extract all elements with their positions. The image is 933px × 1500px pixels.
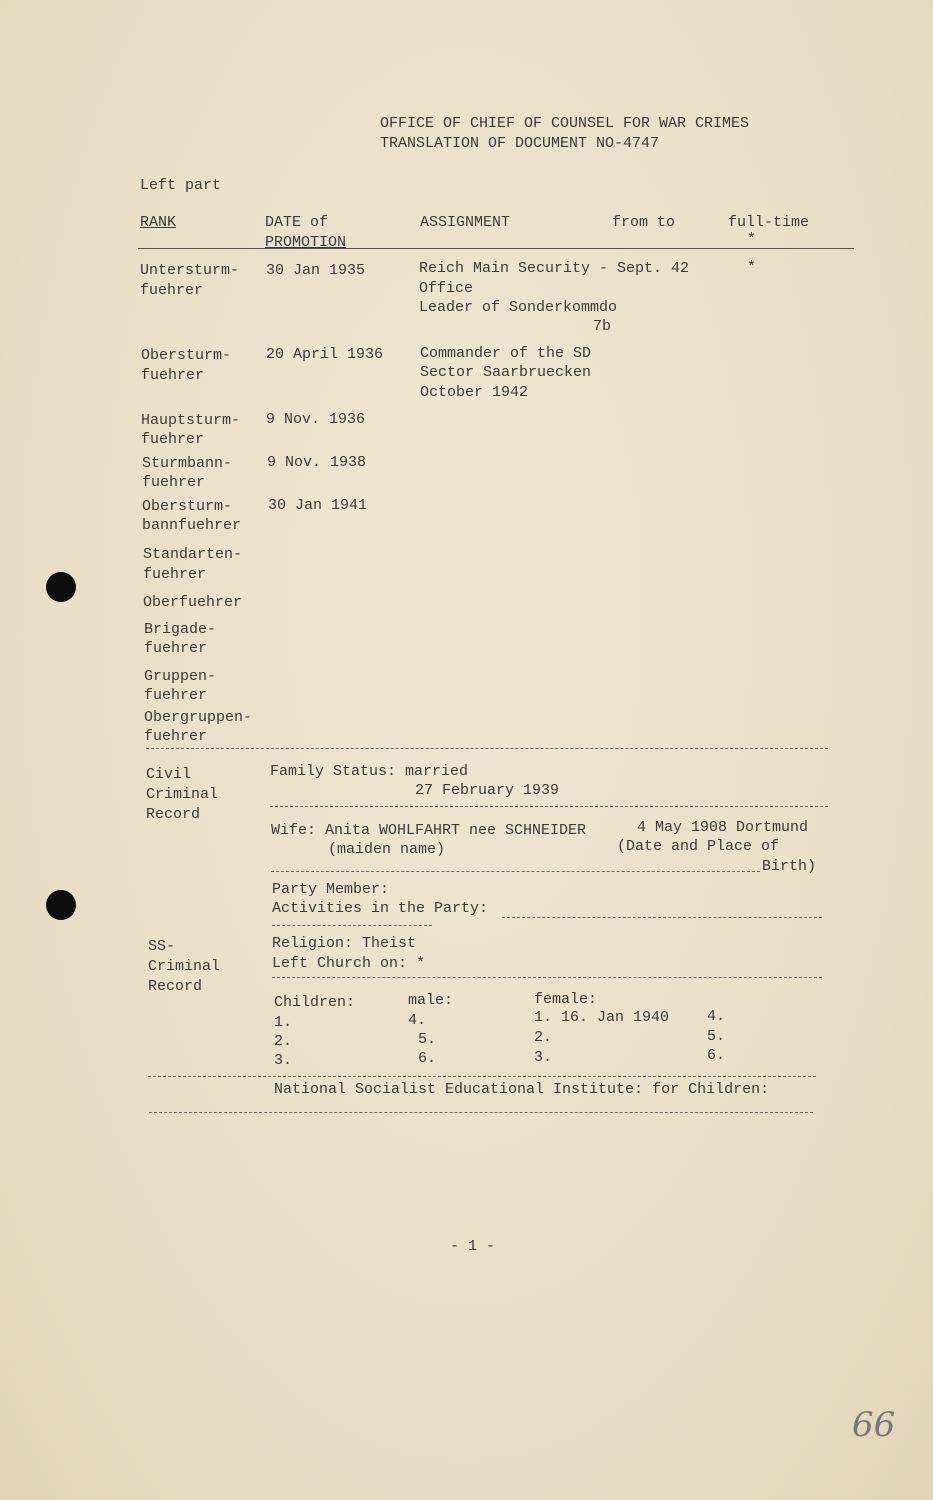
ss-label: Record [148,978,203,995]
rank-name: fuehrer [141,367,205,384]
header-rule [138,248,854,249]
ss-label: SS- [148,938,176,955]
rank-name: fuehrer [142,474,206,491]
divider-line [502,917,822,918]
divider-line [149,1112,813,1113]
divider-line [271,871,760,872]
rank-name: fuehrer [141,431,205,448]
rank-name: Obersturm- [141,347,232,364]
ss-label: Criminal [148,958,221,975]
fulltime-mark: * [747,259,757,276]
child-male-entry: 6. [418,1050,437,1067]
assignment-line: Leader of Sonderkommdo [419,299,618,316]
col-rank: RANK [140,214,177,231]
punch-hole-upper [46,572,76,602]
rank-name: Oberfuehrer [143,594,243,611]
child-female-entry: 2. [534,1029,553,1046]
col-assignment: ASSIGNMENT [420,214,511,231]
birth-label: Birth) [762,858,817,875]
assignment-line: Commander of the SD [420,345,592,362]
child-male-entry: 3. [274,1052,293,1069]
party-activities: Activities in the Party: [272,900,489,917]
child-female-entry: 4. [707,1008,726,1025]
party-member: Party Member: [272,881,390,898]
rank-name: Sturmbann- [142,455,233,472]
left-church: Left Church on: * [272,955,426,972]
date-place-label: (Date and Place of [617,838,780,855]
rank-date: 9 Nov. 1936 [266,411,366,428]
rank-name: fuehrer [144,687,208,704]
civil-label: Record [146,806,201,823]
child-female-entry: 3. [534,1049,553,1066]
civil-label: Criminal [146,786,219,803]
maiden-name: (maiden name) [328,841,446,858]
assignment-line: Reich Main Security - Sept. 42 [419,260,690,277]
assignment-line: Sector Saarbruecken [420,364,592,381]
rank-date: 30 Jan 1941 [268,497,368,514]
child-female-entry: 1. 16. Jan 1940 [534,1009,670,1026]
assignment-line: October 1942 [420,384,529,401]
child-male-entry: 5. [418,1031,437,1048]
divider-line [146,748,828,749]
col-fulltime-star: * [747,231,757,248]
handwritten-page-number: 66 [852,1405,896,1445]
divider-line [272,925,432,926]
female-label: female: [534,991,598,1008]
rank-date: 20 April 1936 [266,346,384,363]
rank-date: 30 Jan 1935 [266,262,366,279]
rank-name: bannfuehrer [142,517,242,534]
religion: Religion: Theist [272,935,417,952]
child-male-entry: 4. [408,1012,427,1029]
divider-line [270,806,828,807]
child-female-entry: 5. [707,1028,726,1045]
rank-name: fuehrer [140,282,204,299]
marriage-date: 27 February 1939 [415,782,560,799]
col-date-line2: PROMOTION [265,234,347,251]
header-line-1: OFFICE OF CHIEF OF COUNSEL FOR WAR CRIMES [380,115,750,132]
assignment-line: Office [419,280,474,297]
family-status: Family Status: married [270,763,469,780]
rank-name: fuehrer [143,566,207,583]
page-number: - 1 - [450,1238,496,1255]
wife-birth: 4 May 1908 Dortmund [637,819,809,836]
rank-name: Untersturm- [140,262,240,279]
rank-name: Hauptsturm- [141,412,241,429]
rank-date: 9 Nov. 1938 [267,454,367,471]
wife-name: Wife: Anita WOHLFAHRT nee SCHNEIDER [271,822,587,839]
rank-name: fuehrer [144,640,208,657]
assignment-line: 7b [593,318,612,335]
col-date-line1: DATE of [265,214,329,231]
col-from-to: from to [612,214,676,231]
header-line-2: TRANSLATION OF DOCUMENT NO-4747 [380,135,660,152]
education-institute: National Socialist Educational Institute: for Children: [274,1081,770,1098]
divider-line [272,977,822,978]
rank-name: Obergruppen- [144,709,253,726]
child-female-entry: 6. [707,1047,726,1064]
children-label: Children: [274,994,356,1011]
col-fulltime: full-time [728,214,810,231]
rank-name: Obersturm- [142,498,233,515]
child-male-entry: 1. [274,1014,293,1031]
rank-name: Gruppen- [144,668,217,685]
rank-name: Standarten- [143,546,243,563]
rank-name: fuehrer [144,728,208,745]
male-label: male: [408,992,454,1009]
divider-line [148,1076,816,1077]
child-male-entry: 2. [274,1033,293,1050]
punch-hole-lower [46,890,76,920]
rank-name: Brigade- [144,621,217,638]
section-label: Left part [140,177,222,194]
civil-label: Civil [146,766,192,783]
